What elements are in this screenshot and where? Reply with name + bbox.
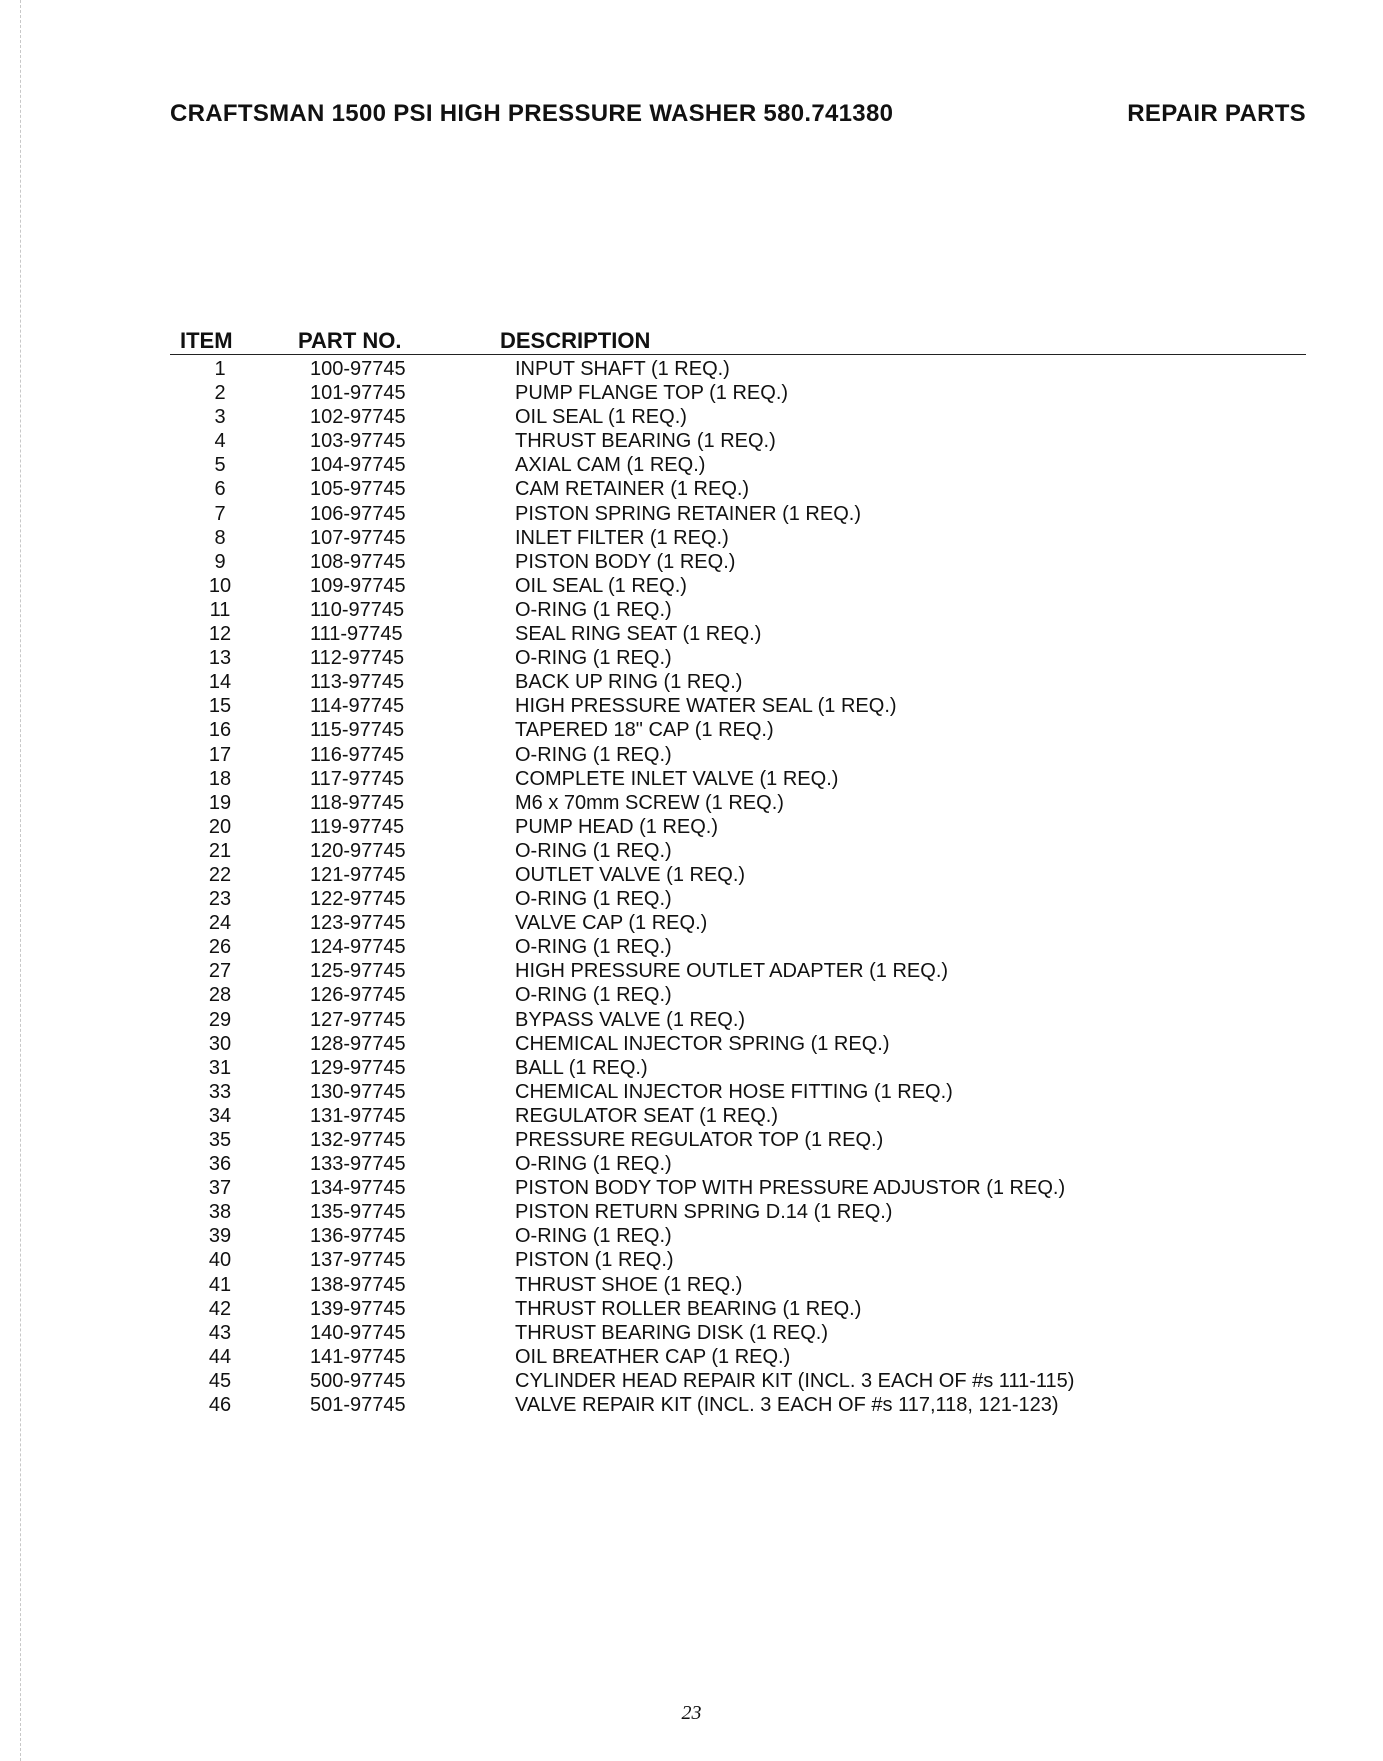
description-cell: PRESSURE REGULATOR TOP (1 REQ.) (515, 1129, 884, 1151)
item-cell: 21 (208, 839, 232, 862)
item-cell: 46 (208, 1394, 232, 1417)
description-cell: OIL SEAL (1 REQ.) (515, 406, 687, 429)
table-row (170, 1008, 1306, 1032)
part-number-cell: 110-97745 (310, 598, 405, 621)
description-cell: PISTON BODY TOP WITH PRESSURE ADJUSTOR (1 REQ.) (515, 1177, 1066, 1200)
table-row (170, 357, 1306, 381)
item-cell: 14 (208, 671, 232, 694)
part-number-cell: 124-97745 (310, 936, 406, 959)
item-cell: 40 (208, 1249, 232, 1272)
item-cell: 9 (214, 550, 226, 573)
part-number-cell: 105-97745 (310, 478, 406, 501)
part-number-cell: 125-97745 (310, 960, 406, 983)
item-cell: 1 (214, 358, 226, 380)
description-cell: PISTON BODY (1 REQ.) (515, 550, 736, 573)
item-cell: 35 (208, 1129, 232, 1151)
item-cell: 31 (208, 1056, 232, 1079)
page-header (170, 100, 1306, 130)
part-number-cell: 134-97745 (310, 1177, 406, 1200)
part-number-cell: 139-97745 (310, 1297, 406, 1320)
description-cell: O-RING (1 REQ.) (515, 743, 672, 766)
table-row (170, 694, 1306, 718)
description-cell: BACK UP RING (1 REQ.) (515, 671, 743, 694)
description-cell: OIL BREATHER CAP (1 REQ.) (515, 1345, 791, 1368)
table-row (170, 405, 1306, 429)
item-cell: 44 (208, 1345, 232, 1368)
item-cell: 36 (208, 1153, 232, 1176)
part-number-cell: 108-97745 (310, 550, 406, 573)
item-cell: 41 (208, 1273, 232, 1296)
table-row (170, 429, 1306, 453)
part-number-cell: 501-97745 (310, 1394, 406, 1417)
description-cell: M6 x 70mm SCREW (1 REQ.) (515, 791, 784, 814)
description-cell: PISTON RETURN SPRING D.14 (1 REQ.) (515, 1201, 893, 1224)
table-row (170, 1345, 1306, 1369)
part-number-cell: 109-97745 (310, 574, 406, 597)
part-number-cell: 138-97745 (310, 1273, 406, 1296)
part-number-cell: 116-97745 (310, 743, 405, 766)
description-cell: THRUST ROLLER BEARING (1 REQ.) (515, 1297, 862, 1320)
description-cell: O-RING (1 REQ.) (515, 1153, 672, 1176)
item-cell: 38 (208, 1201, 232, 1224)
item-cell: 23 (208, 888, 232, 911)
page-number: 23 (681, 1702, 702, 1724)
description-cell: HIGH PRESSURE OUTLET ADAPTER (1 REQ.) (515, 960, 949, 983)
description-cell: O-RING (1 REQ.) (515, 936, 672, 959)
table-row (170, 1224, 1306, 1248)
description-cell: CHEMICAL INJECTOR SPRING (1 REQ.) (515, 1032, 890, 1055)
item-cell: 18 (208, 767, 232, 790)
item-cell: 27 (208, 960, 232, 983)
description-cell: AXIAL CAM (1 REQ.) (515, 454, 706, 477)
table-row (170, 863, 1306, 887)
item-cell: 19 (208, 791, 232, 814)
part-number-cell: 115-97745 (310, 719, 405, 742)
item-cell: 7 (214, 502, 226, 525)
item-cell: 34 (208, 1104, 232, 1127)
table-row (170, 791, 1306, 815)
item-cell: 10 (208, 574, 232, 597)
section-title: REPAIR PARTS (1127, 100, 1306, 127)
part-number-cell: 119-97745 (310, 815, 405, 838)
table-row (170, 1176, 1306, 1200)
table-row (170, 1248, 1306, 1272)
description-cell: PUMP FLANGE TOP (1 REQ.) (515, 382, 789, 405)
item-cell: 16 (208, 719, 232, 742)
item-cell: 39 (208, 1225, 232, 1248)
part-number-cell: 137-97745 (310, 1249, 406, 1272)
column-header-part-no: PART NO. (298, 328, 402, 353)
description-cell: O-RING (1 REQ.) (515, 839, 672, 862)
description-cell: COMPLETE INLET VALVE (1 REQ.) (515, 767, 839, 790)
part-number-cell: 112-97745 (310, 647, 405, 670)
part-number-cell: 104-97745 (310, 454, 406, 477)
item-cell: 24 (208, 912, 232, 935)
column-header-description: DESCRIPTION (500, 328, 651, 353)
part-number-cell: 121-97745 (310, 863, 406, 886)
table-row (170, 911, 1306, 935)
description-cell: PUMP HEAD (1 REQ.) (515, 815, 718, 838)
table-row (170, 381, 1306, 405)
scan-edge-line (20, 0, 21, 1761)
description-cell: O-RING (1 REQ.) (515, 984, 672, 1007)
description-cell: CYLINDER HEAD REPAIR KIT (INCL. 3 EACH OF #s 111-115) (515, 1369, 1075, 1392)
table-row (170, 983, 1306, 1007)
document-title: CRAFTSMAN 1500 PSI HIGH PRESSURE WASHER 580.741380 (170, 100, 894, 127)
table-row (170, 670, 1306, 694)
description-cell: O-RING (1 REQ.) (515, 598, 672, 621)
table-row (170, 1128, 1306, 1152)
item-cell: 5 (214, 454, 226, 477)
part-number-cell: 131-97745 (310, 1104, 406, 1127)
table-row (170, 743, 1306, 767)
item-cell: 30 (208, 1032, 232, 1055)
description-cell: SEAL RING SEAT (1 REQ.) (515, 623, 762, 646)
table-row (170, 1056, 1306, 1080)
description-cell: INPUT SHAFT (1 REQ.) (515, 358, 730, 380)
part-number-cell: 106-97745 (310, 502, 406, 525)
table-row (170, 502, 1306, 526)
table-row (170, 718, 1306, 742)
description-cell: HIGH PRESSURE WATER SEAL (1 REQ.) (515, 695, 897, 718)
table-row (170, 1321, 1306, 1345)
part-number-cell: 107-97745 (310, 526, 406, 549)
table-row (170, 1393, 1306, 1417)
table-row (170, 622, 1306, 646)
part-number-cell: 120-97745 (310, 839, 406, 862)
column-header-item: ITEM (180, 328, 233, 353)
part-number-cell: 101-97745 (310, 382, 406, 405)
description-cell: INLET FILTER (1 REQ.) (515, 526, 729, 549)
table-row (170, 839, 1306, 863)
table-row (170, 959, 1306, 983)
description-cell: CHEMICAL INJECTOR HOSE FITTING (1 REQ.) (515, 1080, 953, 1103)
item-cell: 45 (208, 1369, 232, 1392)
part-number-cell: 113-97745 (310, 671, 405, 694)
part-number-cell: 103-97745 (310, 430, 406, 453)
item-cell: 43 (208, 1321, 232, 1344)
part-number-cell: 136-97745 (310, 1225, 406, 1248)
description-cell: VALVE CAP (1 REQ.) (515, 912, 708, 935)
table-row (170, 453, 1306, 477)
description-cell: BYPASS VALVE (1 REQ.) (515, 1008, 746, 1031)
table-body (170, 355, 1306, 1417)
table-row (170, 1032, 1306, 1056)
part-number-cell: 500-97745 (310, 1369, 406, 1392)
description-cell: O-RING (1 REQ.) (515, 647, 672, 670)
table-row (170, 767, 1306, 791)
description-cell: O-RING (1 REQ.) (515, 888, 672, 911)
table-row (170, 1080, 1306, 1104)
part-number-cell: 111-97745 (310, 623, 403, 646)
item-cell: 42 (208, 1297, 232, 1320)
item-cell: 15 (208, 695, 232, 718)
part-number-cell: 123-97745 (310, 912, 406, 935)
part-number-cell: 102-97745 (310, 406, 406, 429)
part-number-cell: 117-97745 (310, 767, 405, 790)
repair-parts-table (170, 326, 1306, 1417)
table-row (170, 815, 1306, 839)
item-cell: 17 (208, 743, 232, 766)
item-cell: 4 (214, 430, 226, 453)
description-cell: REGULATOR SEAT (1 REQ.) (515, 1104, 779, 1127)
item-cell: 2 (214, 382, 226, 405)
item-cell: 12 (208, 623, 232, 646)
table-row (170, 887, 1306, 911)
part-number-cell: 114-97745 (310, 695, 405, 718)
part-number-cell: 100-97745 (310, 358, 406, 380)
table-row (170, 1200, 1306, 1224)
table-header-row (170, 326, 1306, 355)
description-cell: VALVE REPAIR KIT (INCL. 3 EACH OF #s 117,118, 121-123) (515, 1394, 1059, 1417)
part-number-cell: 135-97745 (310, 1201, 406, 1224)
description-cell: OIL SEAL (1 REQ.) (515, 574, 687, 597)
item-cell: 22 (208, 863, 232, 886)
table-row (170, 1104, 1306, 1128)
item-cell: 20 (208, 815, 232, 838)
description-cell: O-RING (1 REQ.) (515, 1225, 672, 1248)
description-cell: OUTLET VALVE (1 REQ.) (515, 863, 746, 886)
part-number-cell: 140-97745 (310, 1321, 406, 1344)
item-cell: 26 (208, 936, 232, 959)
part-number-cell: 132-97745 (310, 1129, 406, 1151)
table-row (170, 1273, 1306, 1297)
part-number-cell: 122-97745 (310, 888, 406, 911)
description-cell: TAPERED 18" CAP (1 REQ.) (515, 719, 774, 742)
description-cell: BALL (1 REQ.) (515, 1056, 648, 1079)
table-row (170, 550, 1306, 574)
description-cell: THRUST SHOE (1 REQ.) (515, 1273, 743, 1296)
part-number-cell: 126-97745 (310, 984, 406, 1007)
description-cell: THRUST BEARING DISK (1 REQ.) (515, 1321, 829, 1344)
description-cell: PISTON SPRING RETAINER (1 REQ.) (515, 502, 861, 525)
part-number-cell: 118-97745 (310, 791, 405, 814)
part-number-cell: 133-97745 (310, 1153, 406, 1176)
item-cell: 33 (208, 1080, 232, 1103)
table-row (170, 574, 1306, 598)
table-row (170, 646, 1306, 670)
item-cell: 29 (208, 1008, 232, 1031)
table-row (170, 526, 1306, 550)
item-cell: 11 (209, 598, 231, 621)
item-cell: 3 (214, 406, 226, 429)
description-cell: THRUST BEARING (1 REQ.) (515, 430, 776, 453)
item-cell: 13 (208, 647, 232, 670)
table-row (170, 1152, 1306, 1176)
description-cell: PISTON (1 REQ.) (515, 1249, 674, 1272)
part-number-cell: 141-97745 (310, 1345, 406, 1368)
item-cell: 6 (214, 478, 226, 501)
description-cell: CAM RETAINER (1 REQ.) (515, 478, 750, 501)
part-number-cell: 129-97745 (310, 1056, 406, 1079)
table-row (170, 598, 1306, 622)
table-row (170, 935, 1306, 959)
table-row (170, 1297, 1306, 1321)
table-row (170, 477, 1306, 501)
item-cell: 28 (208, 984, 232, 1007)
item-cell: 37 (208, 1177, 232, 1200)
table-row (170, 1369, 1306, 1393)
part-number-cell: 130-97745 (310, 1080, 406, 1103)
part-number-cell: 127-97745 (310, 1008, 406, 1031)
part-number-cell: 128-97745 (310, 1032, 406, 1055)
item-cell: 8 (214, 526, 226, 549)
